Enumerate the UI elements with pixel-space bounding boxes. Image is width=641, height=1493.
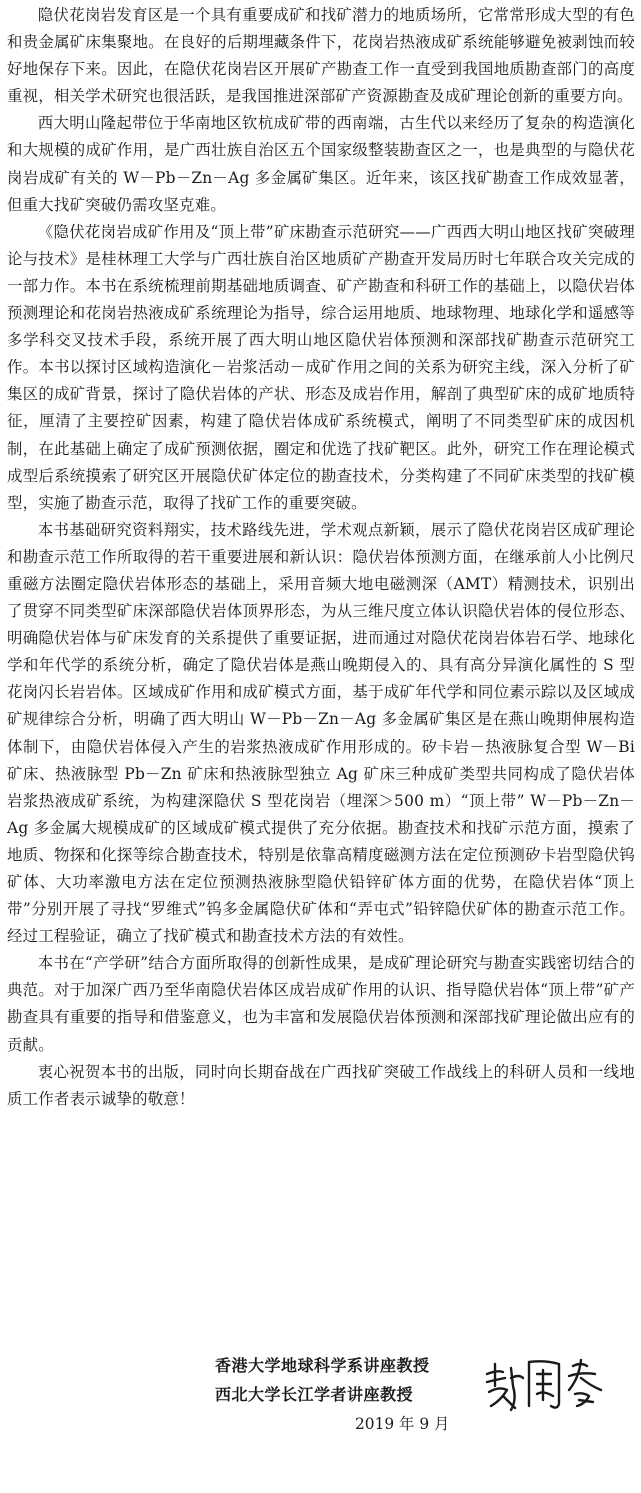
signature-date: 2019 年 9 月 bbox=[355, 1415, 450, 1433]
author-title-line-1: 香港大学地球科学系讲座教授 bbox=[215, 1356, 430, 1375]
paragraph-3: 《隐伏花岗岩成矿作用及“顶上带”矿床勘查示范研究——广西西大明山地区找矿突破理论与技术》是桂林理工大学与广西壮族自治区地质矿产勘查开发局历时七年联合攻关完成的一部力作。本书在系统梳理前期基础地质调查、矿产勘查和科研工作的基础上，以隐伏岩体预测理论和花岗岩热液成矿系统理论为指导，综合运用地质、地球物理、地球化学和遥感等多学科交叉技术手段，系统开展了西大明山地区隐伏岩体预测和深部找矿勘查示范研究工作。本书以探讨区域构造演化－岩浆活动－成矿作用之间的关系为研究主线，深入分析了矿集区的成矿背景，探讨了隐伏岩体的产状、形态及成岩作用，解剖了典型矿床的成矿地质特征，厘清了主要控矿因素，构建了隐伏岩体成矿系统模式，阐明了不同类型矿床的成因机制，在此基础上确定了成矿预测依据，圈定和优选了找矿靶区。此外，研究工作在理论模式成型后系统摸索了研究区开展隐伏矿体定位的勘查技术，分类构建了不同矿床类型的找矿模型，实施了勘查示范，取得了找矿工作的重要突破。 bbox=[7, 222, 635, 512]
paragraph-6: 衷心祝贺本书的出版，同时向长期奋战在广西找矿突破工作战线上的科研人员和一线地质工作者表示诚挚的敬意！ bbox=[7, 1062, 635, 1108]
paragraph-4: 本书基础研究资料翔实，技术路线先进，学术观点新颖，展示了隐伏花岗岩区成矿理论和勘查示范工作所取得的若干重要进展和新认识：隐伏岩体预测方面，在继承前人小比例尺重磁方法圈定隐伏岩体形态的基础上，采用音频大地电磁测深（AMT）精测技术，识别出了贯穿不同类型矿床深部隐伏岩体顶界形态，为从三维尺度立体认识隐伏岩体的侵位形态、明确隐伏岩体与矿床发育的关系提供了重要证据，进而通过对隐伏花岗岩体岩石学、地球化学和年代学的系统分析，确定了隐伏岩体是燕山晚期侵入的、具有高分异演化属性的 S 型花岗闪长岩岩体。区域成矿作用和成矿模式方面，基于成矿年代学和同位素示踪以及区域成矿规律综合分析，明确了西大明山 W－Pb－Zn－Ag 多金属矿集区是在燕山晚期伸展构造体制下，由隐伏岩体侵入产生的岩浆热液成矿作用形成的。矽卡岩－热液脉复合型 W－Bi 矿床、热液脉型 Pb－Zn 矿床和热液脉型独立 Ag 矿床三种成矿类型共同构成了隐伏岩体岩浆热液成矿系统，为构建深隐伏 S 型花岗岩（埋深＞500 m）“顶上带” W－Pb－Zn－Ag 多金属大规模成矿的区域成矿模式提供了充分依据。勘查技术和找矿示范方面，摸索了地质、物探和化探等综合勘查技术，特别是依靠高精度磁测方法在定位预测矽卡岩型隐伏钨矿体、大功率激电方法在定位预测热液脉型隐伏铅锌矿体方面的优势，在隐伏岩体“顶上带”分别开展了寻找“罗维式”钨多金属隐伏矿体和“弄屯式”铅锌隐伏矿体的勘查示范工作。经过工程验证，确立了找矿模式和勘查技术方法的有效性。 bbox=[7, 520, 635, 946]
paragraph-2: 西大明山隆起带位于华南地区钦杭成矿带的西南端，古生代以来经历了复杂的构造演化和大规模的成矿作用，是广西壮族自治区五个国家级整装勘查区之一，也是典型的与隐伏花岗岩成矿有关的 W－Pb－Zn－Ag 多金属矿集区。近年来，该区找矿勘查工作成效显著，但重大找矿突破仍需攻坚克难。 bbox=[7, 114, 635, 214]
author-title-line-2: 西北大学长江学者讲座教授 bbox=[215, 1385, 414, 1404]
handwritten-signature bbox=[481, 1356, 607, 1414]
paragraph-5: 本书在“产学研”结合方面所取得的创新性成果，是成矿理论研究与勘查实践密切结合的典范。对于加深广西乃至华南隐伏岩体区成岩成矿作用的认识、指导隐伏岩体“顶上带”矿产勘查具有重要的指导和借鉴意义，也为丰富和发展隐伏岩体预测和深部找矿理论做出应有的贡献。 bbox=[7, 954, 635, 1054]
signature-block bbox=[215, 1350, 625, 1460]
preface-body bbox=[7, 2, 635, 1113]
paragraph-1: 隐伏花岗岩发育区是一个具有重要成矿和找矿潜力的地质场所，它常常形成大型的有色和贵金属矿床集聚地。在良好的后期埋藏条件下，花岗岩热液成矿系统能够避免被剥蚀而较好地保存下来。因此，在隐伏花岗岩区开展矿产勘查工作一直受到我国地质勘查部门的高度重视，相关学术研究也很活跃，是我国推进深部矿产资源勘查及成矿理论创新的重要方向。 bbox=[7, 6, 635, 106]
